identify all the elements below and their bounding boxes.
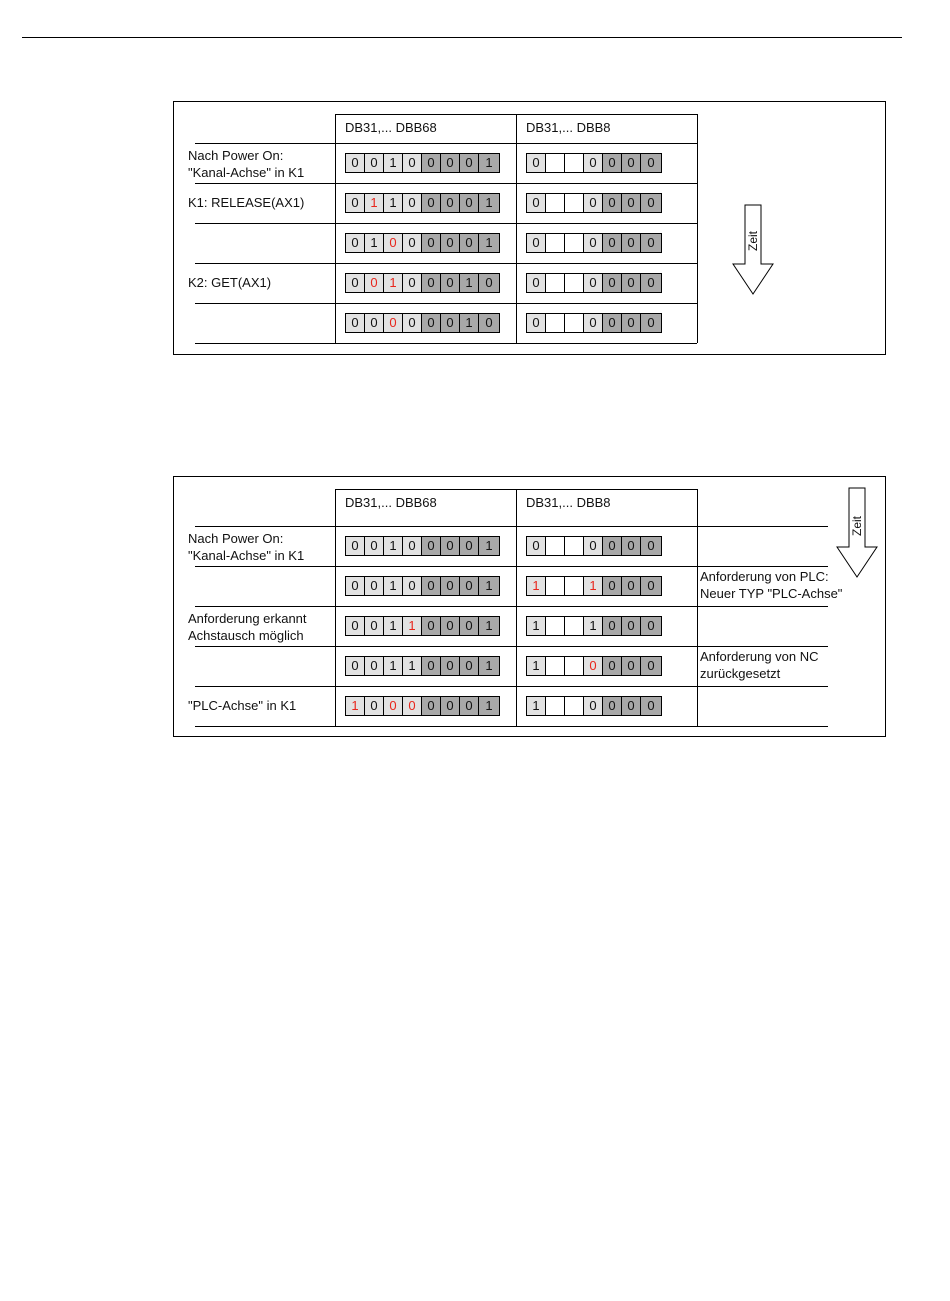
bits-dbb68	[345, 193, 500, 213]
bit-cell	[546, 537, 565, 555]
bit-cell: 0	[641, 577, 661, 595]
bit-cell: 0	[422, 617, 441, 635]
row-note: Anforderung von NC zurückgesetzt	[700, 649, 819, 681]
bit-cell: 0	[441, 314, 460, 332]
row-label: Nach Power On: "Kanal-Achse" in K1	[188, 148, 305, 180]
bits-dbb68	[345, 153, 500, 173]
bit-cell: 0	[422, 577, 441, 595]
bit-cell: 1	[479, 194, 499, 212]
row-line	[195, 526, 828, 527]
bits-dbb68	[345, 696, 500, 716]
bit-cell	[565, 697, 584, 715]
bits-dbb8	[526, 616, 662, 636]
diagram-release-get	[173, 101, 886, 355]
bit-cell: 0	[384, 234, 403, 252]
bit-cell: 0	[441, 234, 460, 252]
row-line	[195, 646, 828, 647]
bit-cell: 0	[422, 697, 441, 715]
page-top-rule	[22, 37, 902, 38]
bit-cell	[565, 154, 584, 172]
bit-cell: 0	[346, 577, 365, 595]
bits-dbb8	[526, 313, 662, 333]
bit-cell: 0	[346, 617, 365, 635]
bit-cell: 1	[479, 537, 499, 555]
bit-cell: 1	[479, 234, 499, 252]
bit-cell: 0	[403, 274, 422, 292]
bit-cell: 0	[603, 537, 622, 555]
bit-cell: 0	[403, 537, 422, 555]
diagram-plc-axis	[173, 476, 886, 737]
bit-cell	[565, 537, 584, 555]
bit-cell: 0	[603, 194, 622, 212]
bit-cell: 0	[422, 194, 441, 212]
bit-cell: 1	[384, 537, 403, 555]
bit-cell: 0	[384, 314, 403, 332]
bit-cell: 0	[441, 154, 460, 172]
bit-cell: 0	[603, 234, 622, 252]
bit-cell: 0	[403, 314, 422, 332]
bit-cell: 0	[384, 697, 403, 715]
bit-cell: 0	[641, 154, 661, 172]
bit-cell: 0	[584, 657, 603, 675]
row-line	[195, 223, 697, 224]
bits-dbb8	[526, 576, 662, 596]
bits-dbb8	[526, 153, 662, 173]
bit-cell: 0	[584, 194, 603, 212]
bit-cell: 0	[584, 274, 603, 292]
bit-cell: 0	[622, 274, 641, 292]
header-dbb8: DB31,... DBB8	[526, 495, 611, 510]
bit-cell: 0	[527, 154, 546, 172]
bit-cell: 0	[441, 274, 460, 292]
row-label: K1: RELEASE(AX1)	[188, 195, 305, 210]
bit-cell: 0	[422, 274, 441, 292]
bit-cell: 0	[403, 154, 422, 172]
bit-cell: 0	[622, 617, 641, 635]
bit-cell: 0	[622, 537, 641, 555]
bit-cell: 0	[527, 314, 546, 332]
bits-dbb8	[526, 536, 662, 556]
bits-dbb68	[345, 616, 500, 636]
bit-cell: 0	[603, 314, 622, 332]
bit-cell	[565, 314, 584, 332]
bit-cell: 0	[527, 537, 546, 555]
bit-cell: 1	[479, 657, 499, 675]
bit-cell: 1	[346, 697, 365, 715]
bit-cell: 0	[365, 537, 384, 555]
bit-cell: 0	[460, 194, 479, 212]
bit-cell: 1	[384, 154, 403, 172]
bit-cell	[546, 274, 565, 292]
bit-cell: 1	[479, 154, 499, 172]
bit-cell: 0	[460, 577, 479, 595]
header-dbb8: DB31,... DBB8	[526, 120, 611, 135]
column-divider	[335, 114, 336, 343]
bit-cell: 1	[384, 274, 403, 292]
bit-cell: 0	[365, 314, 384, 332]
bit-cell: 0	[603, 154, 622, 172]
bit-cell: 0	[641, 657, 661, 675]
bit-cell: 0	[641, 274, 661, 292]
bit-cell: 0	[603, 577, 622, 595]
bit-cell	[546, 234, 565, 252]
bits-dbb68	[345, 273, 500, 293]
bit-cell: 0	[460, 657, 479, 675]
bit-cell: 0	[622, 194, 641, 212]
bit-cell: 0	[422, 234, 441, 252]
bit-cell: 0	[641, 697, 661, 715]
bit-cell: 0	[641, 617, 661, 635]
header-dbb68: DB31,... DBB68	[345, 120, 437, 135]
row-line	[195, 183, 697, 184]
bit-cell: 0	[460, 154, 479, 172]
bits-dbb8	[526, 273, 662, 293]
bit-cell: 0	[641, 194, 661, 212]
bit-cell: 0	[441, 194, 460, 212]
bits-dbb68	[345, 576, 500, 596]
row-label: Nach Power On: "Kanal-Achse" in K1	[188, 531, 305, 563]
bits-dbb68	[345, 536, 500, 556]
row-label: "PLC-Achse" in K1	[188, 698, 297, 713]
bit-cell	[546, 577, 565, 595]
bit-cell: 1	[460, 314, 479, 332]
bit-cell: 1	[365, 234, 384, 252]
bit-cell	[565, 577, 584, 595]
column-divider	[697, 114, 698, 343]
bit-cell: 1	[527, 617, 546, 635]
bit-cell: 0	[527, 234, 546, 252]
bit-cell: 0	[422, 314, 441, 332]
row-line	[195, 303, 697, 304]
bit-cell: 0	[584, 154, 603, 172]
bit-cell: 0	[346, 314, 365, 332]
bit-cell: 0	[479, 314, 499, 332]
bits-dbb68	[345, 656, 500, 676]
bits-dbb8	[526, 193, 662, 213]
bit-cell: 0	[346, 194, 365, 212]
bit-cell: 0	[365, 577, 384, 595]
bit-cell: 1	[403, 617, 422, 635]
bit-cell: 0	[584, 234, 603, 252]
column-divider	[516, 489, 517, 726]
bit-cell: 0	[403, 194, 422, 212]
bit-cell: 0	[346, 234, 365, 252]
bit-cell	[546, 697, 565, 715]
bit-cell: 0	[603, 274, 622, 292]
bit-cell	[546, 194, 565, 212]
row-line	[195, 686, 828, 687]
bit-cell: 0	[365, 617, 384, 635]
time-arrow-label: Zeit	[850, 515, 865, 537]
bit-cell: 1	[384, 617, 403, 635]
bit-cell: 0	[460, 234, 479, 252]
row-line	[195, 606, 828, 607]
bit-cell: 0	[422, 657, 441, 675]
bit-cell	[546, 314, 565, 332]
time-arrow-label: Zeit	[746, 230, 761, 252]
bit-cell: 0	[641, 234, 661, 252]
row-line	[195, 343, 697, 344]
bits-dbb8	[526, 696, 662, 716]
bit-cell: 0	[479, 274, 499, 292]
bit-cell: 1	[479, 617, 499, 635]
bit-cell	[565, 617, 584, 635]
bit-cell: 0	[622, 577, 641, 595]
row-line	[195, 263, 697, 264]
bit-cell: 0	[641, 537, 661, 555]
bit-cell: 0	[422, 154, 441, 172]
bit-cell: 0	[441, 657, 460, 675]
bit-cell: 1	[384, 194, 403, 212]
bit-cell: 0	[584, 537, 603, 555]
bit-cell: 0	[603, 657, 622, 675]
row-line	[195, 143, 697, 144]
bit-cell: 1	[403, 657, 422, 675]
header-dbb68: DB31,... DBB68	[345, 495, 437, 510]
bit-cell: 0	[441, 617, 460, 635]
column-divider	[335, 489, 336, 726]
bit-cell: 0	[641, 314, 661, 332]
column-divider	[516, 114, 517, 343]
bit-cell: 1	[460, 274, 479, 292]
bits-dbb8	[526, 656, 662, 676]
bit-cell: 1	[365, 194, 384, 212]
bit-cell: 0	[584, 314, 603, 332]
bit-cell: 0	[403, 577, 422, 595]
bit-cell: 0	[346, 154, 365, 172]
bit-cell: 0	[460, 537, 479, 555]
bit-cell: 1	[584, 577, 603, 595]
bit-cell: 1	[384, 577, 403, 595]
bits-dbb68	[345, 313, 500, 333]
bits-dbb68	[345, 233, 500, 253]
bit-cell	[565, 234, 584, 252]
bit-cell	[565, 657, 584, 675]
bit-cell: 0	[584, 697, 603, 715]
bit-cell: 0	[403, 234, 422, 252]
bit-cell: 0	[422, 537, 441, 555]
bit-cell: 0	[346, 537, 365, 555]
bit-cell: 0	[527, 274, 546, 292]
bit-cell: 0	[365, 274, 384, 292]
bit-cell: 0	[622, 657, 641, 675]
bit-cell: 0	[460, 697, 479, 715]
bit-cell: 0	[365, 697, 384, 715]
bit-cell	[565, 274, 584, 292]
bit-cell	[546, 154, 565, 172]
bit-cell: 0	[346, 274, 365, 292]
bit-cell: 0	[365, 154, 384, 172]
bit-cell: 0	[441, 577, 460, 595]
bit-cell: 1	[479, 577, 499, 595]
bit-cell: 0	[441, 537, 460, 555]
bit-cell: 1	[384, 657, 403, 675]
row-line	[195, 726, 828, 727]
bit-cell: 0	[527, 194, 546, 212]
bit-cell: 0	[403, 697, 422, 715]
row-note: Anforderung von PLC: Neuer TYP "PLC-Achse"	[700, 569, 843, 601]
bit-cell: 1	[479, 697, 499, 715]
bit-cell: 1	[527, 697, 546, 715]
bit-cell: 1	[584, 617, 603, 635]
bit-cell: 0	[622, 154, 641, 172]
column-divider	[697, 489, 698, 726]
bit-cell	[546, 617, 565, 635]
bit-cell: 1	[527, 577, 546, 595]
bits-dbb8	[526, 233, 662, 253]
bit-cell: 0	[622, 314, 641, 332]
row-label: Anforderung erkannt Achstausch möglich	[188, 611, 307, 643]
bit-cell: 0	[346, 657, 365, 675]
bit-cell: 0	[603, 697, 622, 715]
bit-cell: 0	[622, 697, 641, 715]
bit-cell: 0	[441, 697, 460, 715]
row-line	[195, 566, 828, 567]
bit-cell: 0	[603, 617, 622, 635]
bit-cell: 0	[622, 234, 641, 252]
bit-cell: 1	[527, 657, 546, 675]
bit-cell: 0	[365, 657, 384, 675]
row-label: K2: GET(AX1)	[188, 275, 272, 290]
bit-cell	[546, 657, 565, 675]
bit-cell: 0	[460, 617, 479, 635]
bit-cell	[565, 194, 584, 212]
